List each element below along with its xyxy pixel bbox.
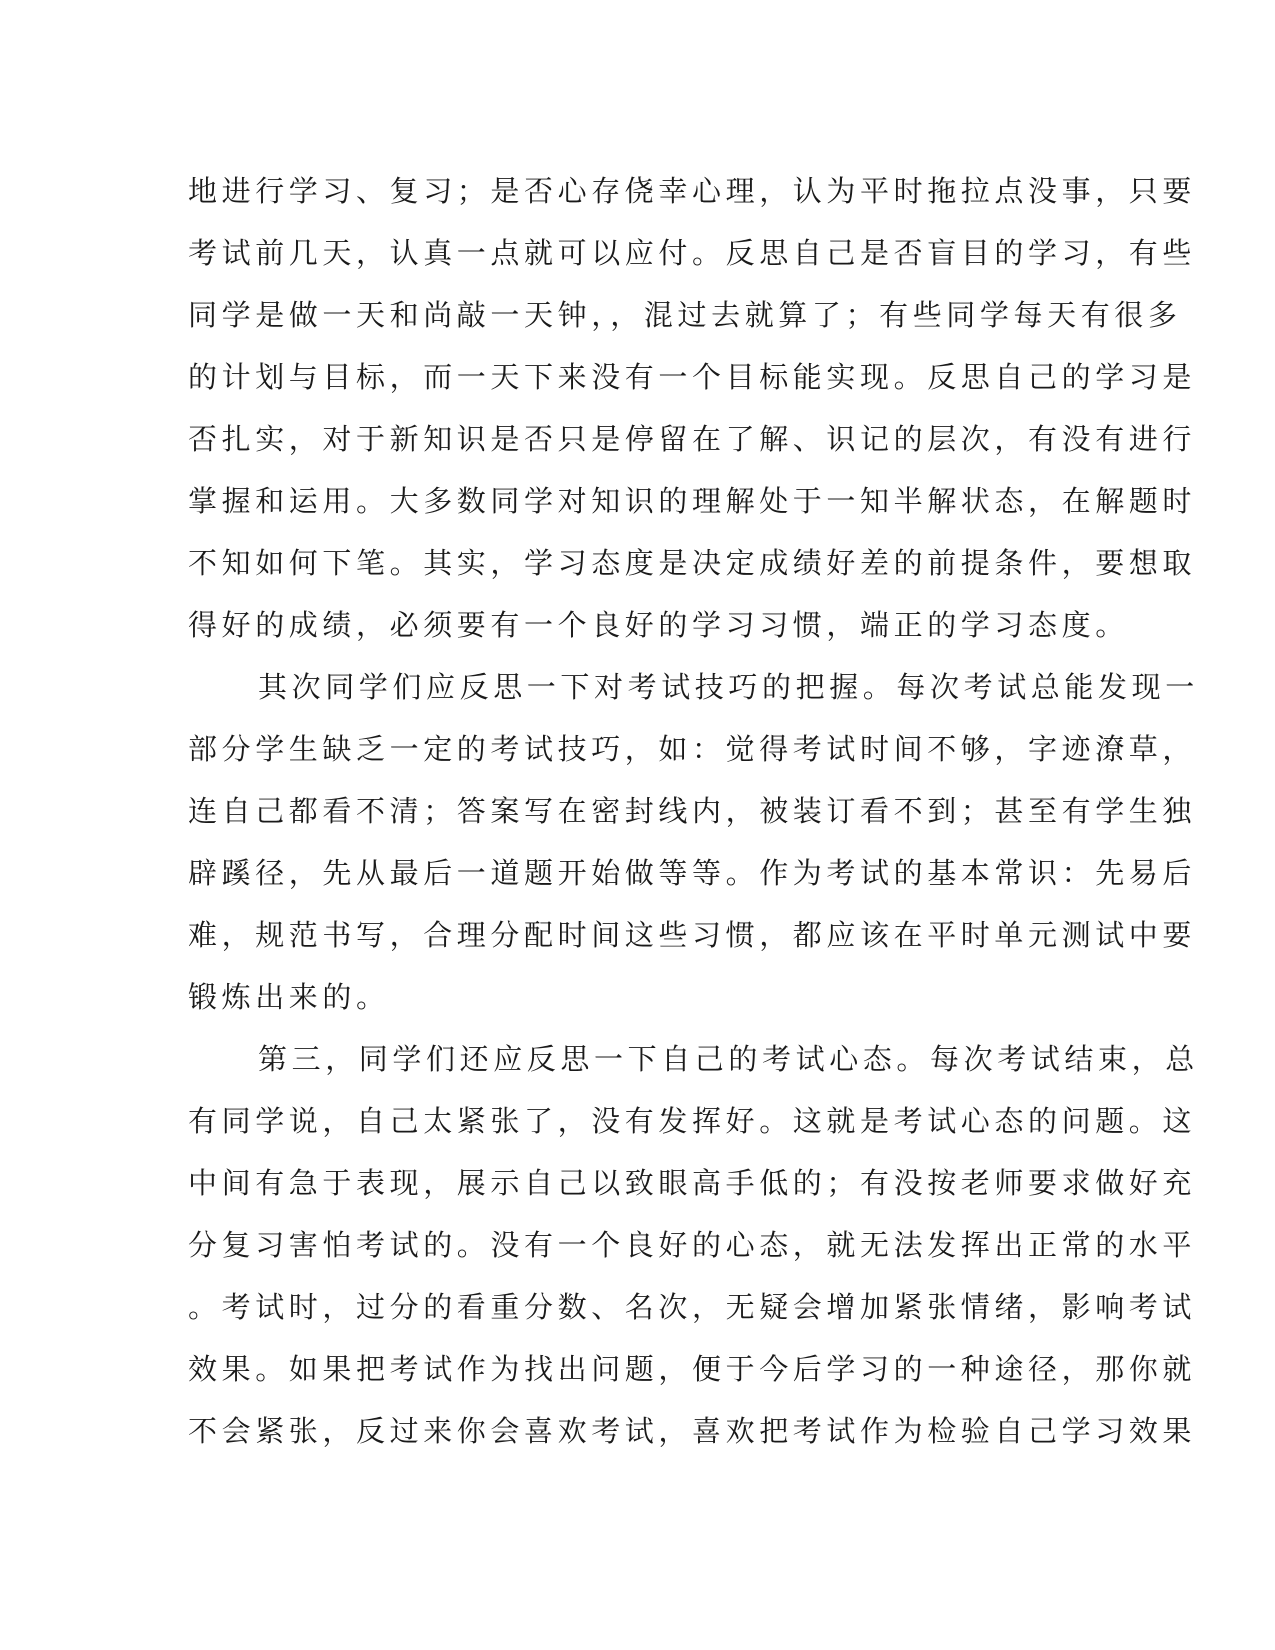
text-line: 部分学生缺乏一定的考试技巧，如：觉得考试时间不够，字迹潦草， xyxy=(188,732,1197,766)
text-line: 。考试时，过分的看重分数、名次，无疑会增加紧张情绪，影响考试 xyxy=(188,1290,1197,1324)
text-line: 的计划与目标，而一天下来没有一个目标能实现。反思自己的学习是 xyxy=(188,360,1197,394)
text-line: 考试前几天，认真一点就可以应付。反思自己是否盲目的学习，有些 xyxy=(188,236,1197,270)
body-text xyxy=(188,160,1199,1462)
text-line: 得好的成绩，必须要有一个良好的学习习惯，端正的学习态度。 xyxy=(188,608,1129,642)
text-line: 同学是做一天和尚敲一天钟，，混过去就算了；有些同学每天有很多 xyxy=(188,298,1182,332)
text-line: 难，规范书写，合理分配时间这些习惯，都应该在平时单元测试中要 xyxy=(188,918,1197,952)
text-line: 效果。如果把考试作为找出问题，便于今后学习的一种途径，那你就 xyxy=(188,1352,1197,1386)
text-line: 掌握和运用。大多数同学对知识的理解处于一知半解状态，在解题时 xyxy=(188,484,1197,518)
text-line-indented: 其次同学们应反思一下对考试技巧的把握。每次考试总能发现一 xyxy=(258,670,1199,704)
text-line: 分复习害怕考试的。没有一个良好的心态，就无法发挥出正常的水平 xyxy=(188,1228,1197,1262)
text-line: 否扎实，对于新知识是否只是停留在了解、识记的层次，有没有进行 xyxy=(188,422,1197,456)
text-line: 连自己都看不清；答案写在密封线内，被装订看不到；甚至有学生独 xyxy=(188,794,1197,828)
text-line: 锻炼出来的。 xyxy=(188,980,390,1014)
text-line: 有同学说，自己太紧张了，没有发挥好。这就是考试心态的问题。这 xyxy=(188,1104,1197,1138)
text-line-indented: 第三，同学们还应反思一下自己的考试心态。每次考试结束，总 xyxy=(258,1042,1199,1076)
text-line: 不知如何下笔。其实，学习态度是决定成绩好差的前提条件，要想取 xyxy=(188,546,1197,580)
text-line: 中间有急于表现，展示自己以致眼高手低的；有没按老师要求做好充 xyxy=(188,1166,1197,1200)
text-line: 不会紧张，反过来你会喜欢考试，喜欢把考试作为检验自己学习效果 xyxy=(188,1414,1197,1448)
text-line: 地进行学习、复习；是否心存侥幸心理，认为平时拖拉点没事，只要 xyxy=(188,174,1197,208)
text-line: 辟蹊径，先从最后一道题开始做等等。作为考试的基本常识：先易后 xyxy=(188,856,1197,890)
